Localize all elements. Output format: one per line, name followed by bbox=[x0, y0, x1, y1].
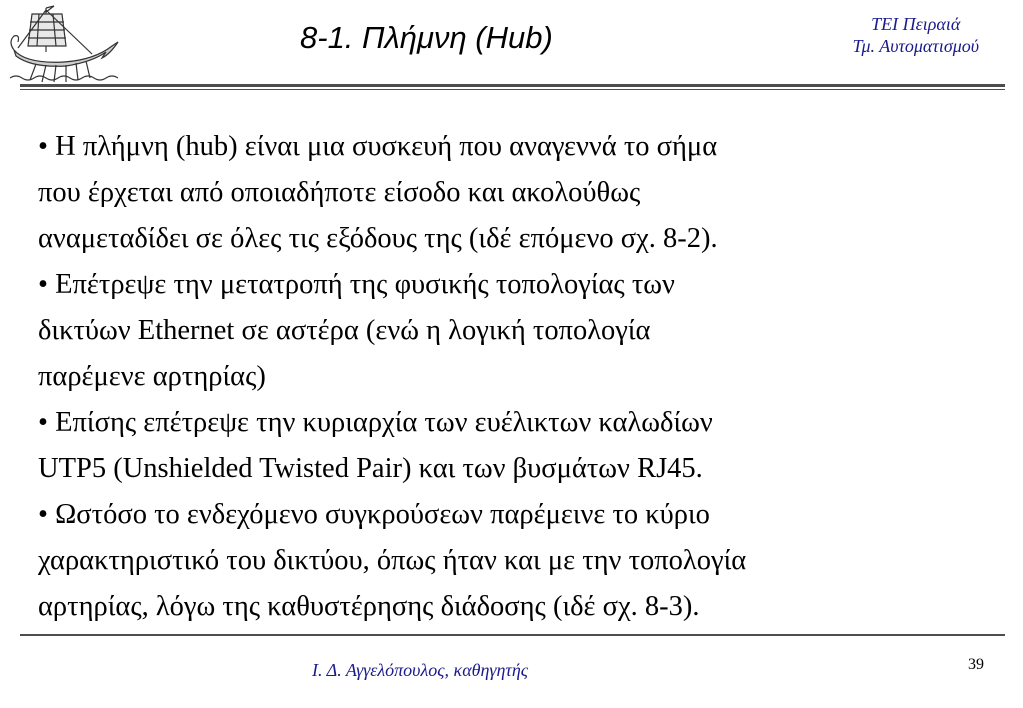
bullet-mark: • bbox=[38, 499, 48, 530]
bullet-line: δικτύων Ethernet σε αστέρα (ενώ η λογική τοπολογία bbox=[38, 315, 651, 346]
institution-name: ΤΕΙ Πειραιά bbox=[871, 14, 961, 34]
bullet-line: UTP5 (Unshielded Twisted Pair) και των βυσμάτων RJ45. bbox=[38, 453, 703, 484]
slide-body bbox=[38, 124, 1008, 630]
bullet-line: αρτηρίας, λόγω της καθυστέρησης διάδοσης (ιδέ σχ. 8-3). bbox=[38, 591, 700, 622]
bullet-mark: • bbox=[38, 407, 48, 438]
bullet-item bbox=[38, 492, 1008, 630]
bullet-mark: • bbox=[38, 131, 48, 162]
bullet-line: • Ωστόσο το ενδεχόμενο συγκρούσεων παρέμεινε το κύριο bbox=[38, 499, 710, 530]
bullet-line: • Επέτρεψε την μετατροπή της φυσικής τοπολογίας των bbox=[38, 269, 675, 300]
bullet-line: • Επίσης επέτρεψε την κυριαρχία των ευέλικτων καλωδίων bbox=[38, 407, 713, 438]
institution-label bbox=[852, 13, 979, 57]
ancient-ship-icon bbox=[6, 2, 128, 84]
footer-divider bbox=[20, 634, 1005, 636]
bullet-item bbox=[38, 124, 1008, 262]
bullet-item bbox=[38, 400, 1008, 492]
bullet-line: παρέμενε αρτηρίας) bbox=[38, 361, 266, 392]
bullet-line: χαρακτηριστικό του δικτύου, όπως ήταν και με την τοπολογία bbox=[38, 545, 747, 576]
bullet-item bbox=[38, 262, 1008, 400]
department-name: Τμ. Αυτοματισμού bbox=[852, 36, 979, 56]
bullet-mark: • bbox=[38, 269, 48, 300]
footer-author: Ι. Δ. Αγγελόπουλος, καθηγητής bbox=[312, 660, 529, 680]
bullet-line: αναμεταδίδει σε όλες τις εξόδους της (ιδέ επόμενο σχ. 8-2). bbox=[38, 223, 718, 254]
page-number: 39 bbox=[968, 656, 984, 673]
slide-title: 8-1. Πλήμνη (Hub) bbox=[300, 20, 553, 55]
bullet-line: που έρχεται από οποιαδήποτε είσοδο και ακολούθως bbox=[38, 177, 641, 208]
bullet-line: • Η πλήμνη (hub) είναι μια συσκευή που αναγεννά το σήμα bbox=[38, 131, 718, 162]
header-divider bbox=[20, 84, 1005, 87]
header-divider-thin bbox=[20, 89, 1005, 90]
